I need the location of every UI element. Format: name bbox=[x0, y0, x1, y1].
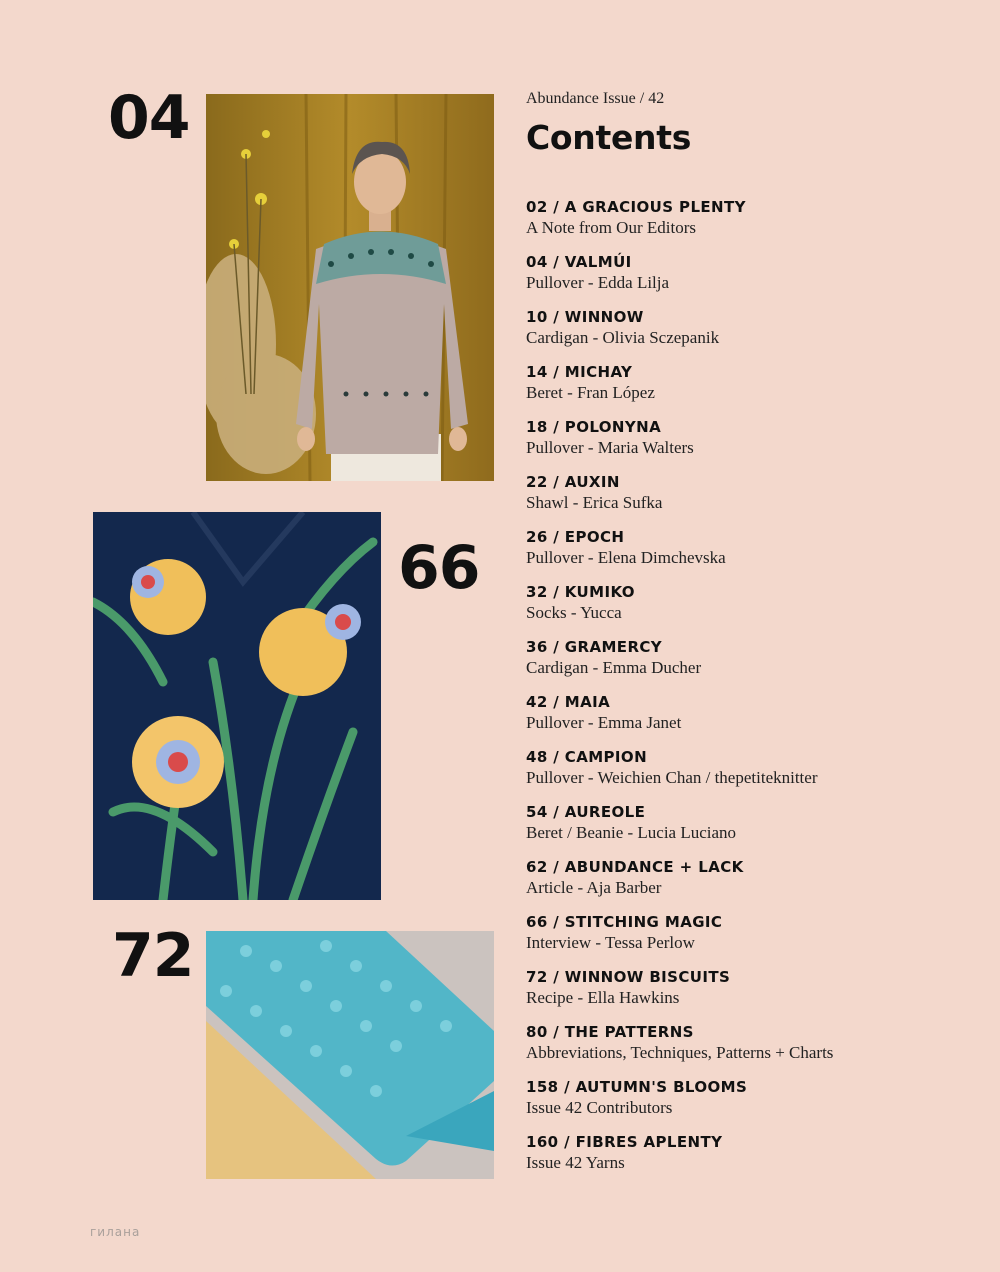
toc-entry[interactable] bbox=[526, 252, 833, 307]
toc-entry-title: 18 / POLONYNA bbox=[526, 418, 662, 436]
toc-entry-subtitle: Beret / Beanie - Lucia Luciano bbox=[526, 823, 737, 842]
toc-entry[interactable] bbox=[526, 1132, 833, 1187]
toc-entry-subtitle: Recipe - Ella Hawkins bbox=[526, 988, 680, 1007]
toc-entry[interactable] bbox=[526, 307, 833, 362]
toc-entry-subtitle: Shawl - Erica Sufka bbox=[526, 493, 663, 512]
toc-entry[interactable] bbox=[526, 637, 833, 692]
watermark: гилана bbox=[90, 1225, 141, 1239]
toc-entry[interactable] bbox=[526, 912, 833, 967]
page-number-04: 04 bbox=[108, 83, 190, 153]
contents-list bbox=[526, 197, 833, 1187]
toc-entry-title: 66 / STITCHING MAGIC bbox=[526, 913, 723, 931]
biscuit-photo[interactable] bbox=[206, 931, 494, 1179]
toc-entry[interactable] bbox=[526, 692, 833, 747]
toc-entry[interactable] bbox=[526, 472, 833, 527]
toc-entry-subtitle: Pullover - Maria Walters bbox=[526, 438, 694, 457]
toc-entry[interactable] bbox=[526, 747, 833, 802]
toc-entry-subtitle: Pullover - Elena Dimchevska bbox=[526, 548, 726, 567]
toc-entry-title: 26 / EPOCH bbox=[526, 528, 625, 546]
toc-entry-subtitle: Socks - Yucca bbox=[526, 603, 622, 622]
embroidery-photo[interactable] bbox=[93, 512, 381, 900]
toc-entry-title: 54 / AUREOLE bbox=[526, 803, 646, 821]
toc-entry-title: 22 / AUXIN bbox=[526, 473, 620, 491]
toc-entry-title: 04 / VALMÚI bbox=[526, 253, 632, 271]
toc-entry-subtitle: Cardigan - Emma Ducher bbox=[526, 658, 702, 677]
issue-label: Abundance Issue / 42 bbox=[526, 90, 665, 107]
toc-entry-subtitle: Cardigan - Olivia Sczepanik bbox=[526, 328, 720, 347]
toc-entry-title: 160 / FIBRES APLENTY bbox=[526, 1133, 723, 1151]
toc-entry-subtitle: Interview - Tessa Perlow bbox=[526, 933, 695, 952]
toc-entry-subtitle: Pullover - Edda Lilja bbox=[526, 273, 670, 292]
sweater-photo[interactable] bbox=[206, 94, 494, 481]
toc-entry-title: 72 / WINNOW BISCUITS bbox=[526, 968, 731, 986]
toc-entry-title: 10 / WINNOW bbox=[526, 308, 644, 326]
toc-entry[interactable] bbox=[526, 967, 833, 1022]
toc-entry[interactable] bbox=[526, 1077, 833, 1132]
toc-entry-subtitle: Pullover - Weichien Chan / thepetiteknitter bbox=[526, 768, 818, 787]
page-title: Contents bbox=[526, 118, 692, 157]
toc-entry[interactable] bbox=[526, 1022, 833, 1077]
toc-entry-title: 36 / GRAMERCY bbox=[526, 638, 663, 656]
toc-entry-subtitle: Pullover - Emma Janet bbox=[526, 713, 682, 732]
toc-entry-subtitle: Issue 42 Contributors bbox=[526, 1098, 673, 1117]
toc-entry-title: 14 / MICHAY bbox=[526, 363, 633, 381]
toc-entry-subtitle: Issue 42 Yarns bbox=[526, 1153, 625, 1172]
toc-entry-title: 48 / CAMPION bbox=[526, 748, 648, 766]
toc-entry[interactable] bbox=[526, 582, 833, 637]
page-number-66: 66 bbox=[398, 533, 480, 603]
toc-entry[interactable] bbox=[526, 362, 833, 417]
toc-entry[interactable] bbox=[526, 802, 833, 857]
toc-entry-subtitle: A Note from Our Editors bbox=[526, 218, 696, 237]
toc-entry[interactable] bbox=[526, 857, 833, 912]
toc-entry-subtitle: Abbreviations, Techniques, Patterns + Charts bbox=[526, 1043, 834, 1062]
toc-entry-title: 62 / ABUNDANCE + LACK bbox=[526, 858, 744, 876]
toc-entry-title: 32 / KUMIKO bbox=[526, 583, 635, 601]
toc-entry-subtitle: Beret - Fran López bbox=[526, 383, 655, 402]
toc-entry-title: 42 / MAIA bbox=[526, 693, 611, 711]
toc-entry-title: 158 / AUTUMN'S BLOOMS bbox=[526, 1078, 748, 1096]
page-number-72: 72 bbox=[112, 921, 194, 991]
toc-entry-title: 80 / THE PATTERNS bbox=[526, 1023, 694, 1041]
toc-entry[interactable] bbox=[526, 527, 833, 582]
toc-entry-subtitle: Article - Aja Barber bbox=[526, 878, 662, 897]
toc-entry-title: 02 / A GRACIOUS PLENTY bbox=[526, 198, 746, 216]
toc-entry[interactable] bbox=[526, 417, 833, 472]
toc-entry[interactable] bbox=[526, 197, 833, 252]
